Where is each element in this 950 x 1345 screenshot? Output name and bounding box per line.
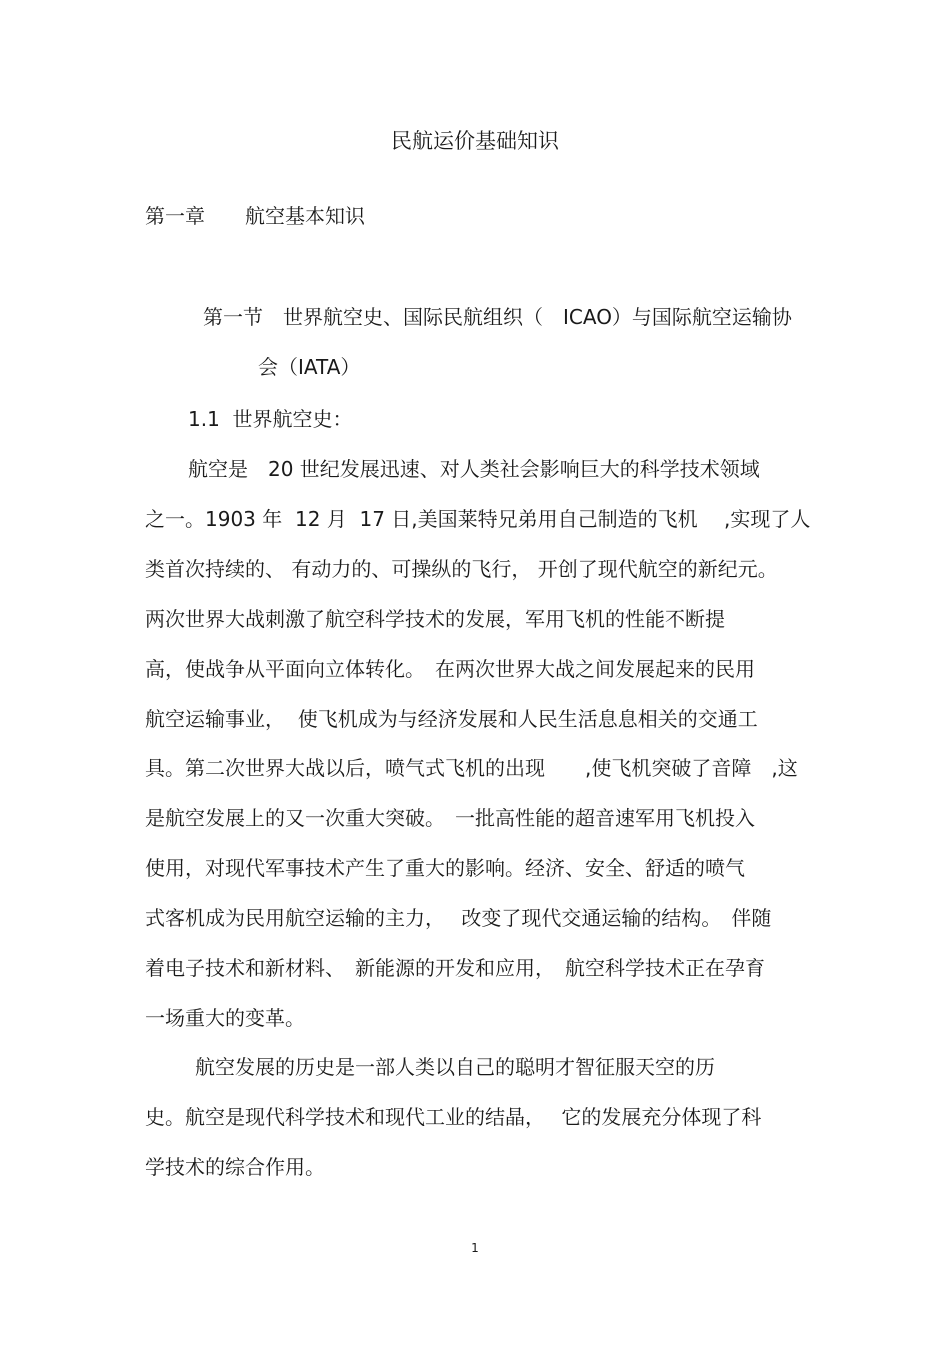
section-heading-line-2: 会（IATA） [258,355,361,379]
paragraph-1-line: 具。第二次世界大战以后，喷气式飞机的出现 ,使飞机突破了音障 ,这 [145,756,798,780]
paragraph-1-line: 类首次持续的、 有动力的、可操纵的飞行， 开创了现代航空的新纪元。 [145,557,778,581]
paragraph-2-line: 航空发展的历史是一部人类以自己的聪明才智征服天空的历 [195,1055,715,1079]
paragraph-1-line: 高，使战争从平面向立体转化。 在两次世界大战之间发展起来的民用 [145,657,755,681]
page-number: 1 [471,1241,479,1255]
paragraph-1-line: 之一。1903 年 12 月 17 日,美国莱特兄弟用自己制造的飞机 ,实现了人 [145,507,811,531]
paragraph-1-line: 是航空发展上的又一次重大突破。 一批高性能的超音速军用飞机投入 [145,806,755,830]
paragraph-2-line: 史。航空是现代科学技术和现代工业的结晶， 它的发展充分体现了科 [145,1105,762,1129]
paragraph-1-line: 两次世界大战刺激了航空科学技术的发展，军用飞机的性能不断提 [145,607,725,631]
document-title: 民航运价基础知识 [391,129,559,153]
paragraph-1-line: 式客机成为民用航空运输的主力， 改变了现代交通运输的结构。 伴随 [145,906,772,930]
paragraph-1-line: 航空运输事业， 使飞机成为与经济发展和人民生活息息相关的交通工 [145,707,758,731]
paragraph-1-line: 使用，对现代军事技术产生了重大的影响。经济、安全、舒适的喷气 [145,856,745,880]
paragraph-1-line: 着电子技术和新材料、 新能源的开发和应用， 航空科学技术正在孕育 [145,956,765,980]
paragraph-1-line: 航空是 20 世纪发展迅速、对人类社会影响巨大的科学技术领域 [188,457,760,481]
paragraph-1-line: 一场重大的变革。 [145,1006,305,1030]
chapter-heading: 第一章 航空基本知识 [145,204,365,228]
subsection-heading: 1.1 世界航空史： [188,407,353,431]
paragraph-2-line: 学技术的综合作用。 [145,1155,325,1179]
section-heading-line-1: 第一节 世界航空史、国际民航组织（ ICAO）与国际航空运输协 [203,305,792,329]
